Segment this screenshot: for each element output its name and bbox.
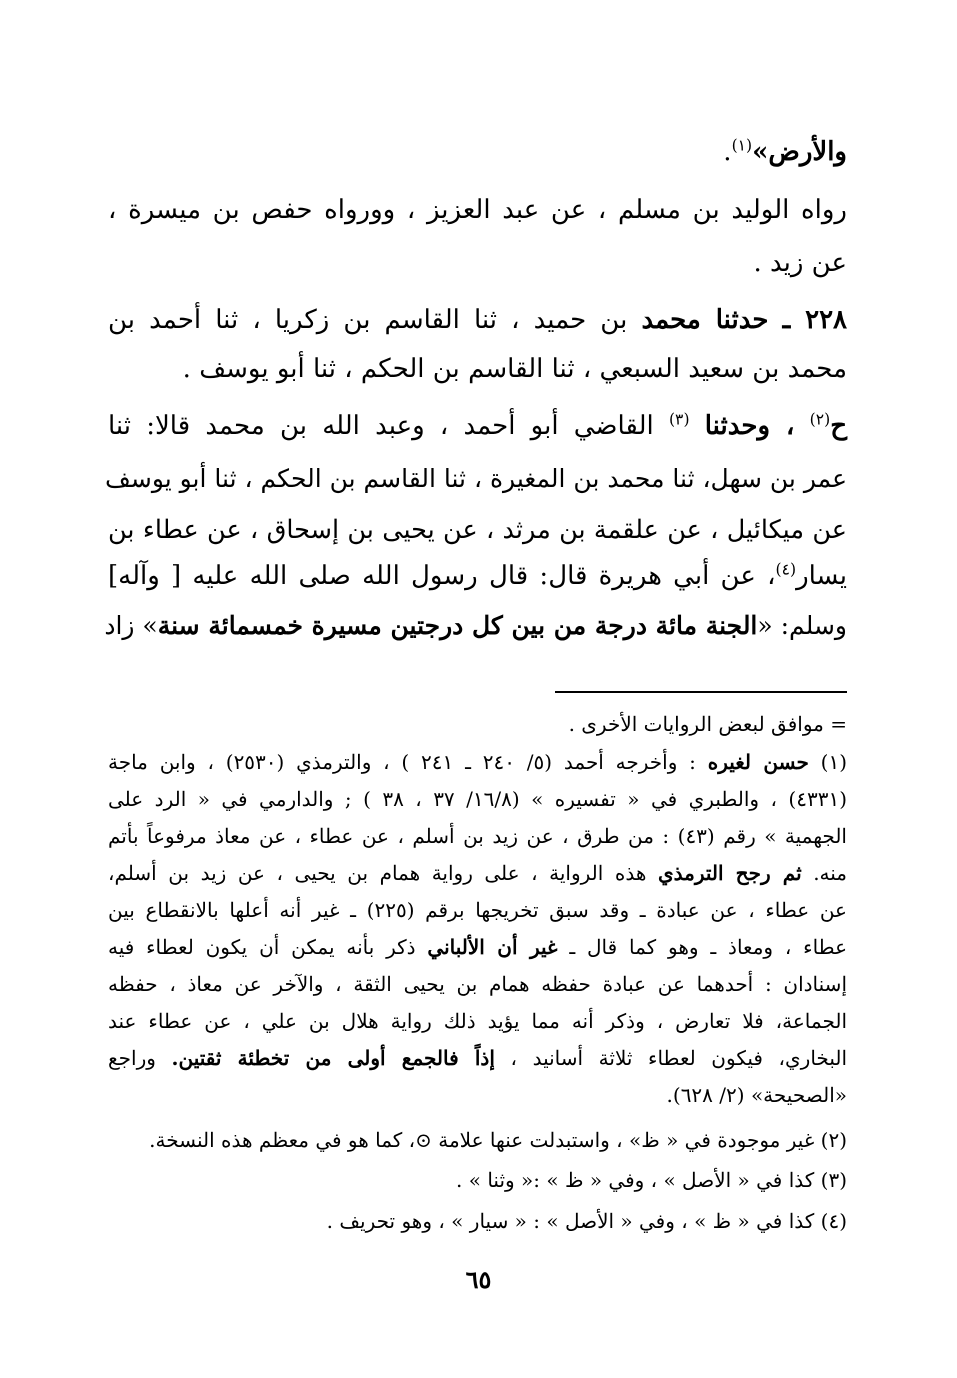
footnote-text: وراجع: [108, 1046, 156, 1070]
footnote-ref-1: (١): [731, 136, 753, 155]
footnote-ref-3: (٣): [668, 410, 690, 429]
grading-bold: حسن لغيره: [707, 750, 809, 774]
hadith-228-line-3: [108, 406, 847, 446]
footnote-text: : وأخرجه أحمد (٥/ ٢٤٠ ـ ٢٤١ ) ، والترمذي (٢٥٣٠) ، وابن ماجة: [108, 750, 696, 774]
hadith-228-line-4: عمر بن سهل، ثنا محمد بن المغيرة ، ثنا القاسم بن الحكم ، ثنا أبو يوسف: [105, 464, 847, 493]
footnote-ref-4: (٤): [775, 560, 797, 579]
footnote-1-line-1: [108, 747, 847, 777]
hadith-228-line-1: [108, 300, 847, 340]
second-chain-bold: ، وحدثنا: [704, 411, 795, 441]
period: .: [723, 137, 732, 167]
hadith-number: ٢٢٨ ـ: [782, 305, 848, 335]
tahwil-mark: ح: [830, 411, 848, 441]
footnote-1-line-7: إسنادان : أحدهما عن عبادة حفظه همام بن يحيى الثقة ، والآخر عن معاذ ، حفظه: [108, 972, 847, 996]
hadith-text: ، عن أبي هريرة قال: قال رسول الله صلى الله عليه [ وآله]: [108, 561, 776, 591]
main-line-1: [723, 132, 847, 172]
footnote-separator: [555, 691, 847, 693]
prophetic-text-bold: الجنة مائة درجة من بين كل درجتين مسيرة خمسمائة سنة: [157, 611, 758, 640]
hadith-228-line-2: محمد بن سعيد السبعي ، ثنا القاسم بن الحكم ، ثنا أبو يوسف .: [182, 354, 847, 384]
hadith-text: » زاد: [104, 611, 158, 640]
footnote-1-line-4: [108, 858, 847, 888]
hadith-228-line-7: [104, 606, 847, 646]
hadith-text: القاضي أبو أحمد ، وعبد الله بن محمد قالا: ثنا: [108, 411, 654, 441]
footnote-text: منه.: [813, 861, 848, 885]
footnote-1-line-2: (٤٣٣١) ، والطبري في « تفسيره » (١٦/٨/ ٣٧ ، ٣٨ ) ; والدارمي في « الرد على: [108, 787, 847, 811]
footnote-3: (٣) كذا في « الأصل » ، وفي « ظ » :« وثنا » .: [456, 1168, 847, 1192]
footnote-text: عطاء ، ومعاذ ـ وهو كما قال ـ: [569, 935, 848, 959]
footnote-1-line-10: «الصحيحة» (٢/ ٦٢٨).: [666, 1083, 847, 1107]
footnote-bold: إذاً فالجمع أولى من تخطئة ثقتين.: [171, 1046, 495, 1070]
hadith-opening-bold: حدثنا محمد: [641, 305, 769, 335]
footnote-continuation: = موافق لبعض الروايات الأخرى .: [568, 712, 847, 736]
footnote-bold: غير أن الألباني: [427, 935, 558, 959]
footnote-1-line-3: الجهمية » رقم (٤٣) : من طرق ، عن زيد بن أسلم ، عن عطاء ، عن معاذ مرفوعاً بأتم: [108, 824, 847, 848]
hadith-228-line-5: عن ميكائيل ، عن علقمة بن مرثد ، عن يحيى بن إسحاق ، عن عطاء بن: [108, 515, 847, 545]
footnote-1-line-9: [108, 1043, 847, 1073]
main-line-2: رواه الوليد بن مسلم ، عن عبد العزيز ، وورواه حفص بن ميسرة ،: [108, 195, 847, 225]
footnote-number: (١): [820, 750, 848, 774]
footnote-text: ذكر بأنه يمكن أن يكون لعطاء فيه: [108, 935, 416, 959]
footnote-text: البخاري، فيكون لعطاء ثلاثة أسانيد ،: [510, 1046, 848, 1070]
quote-end-bold: والأرض»: [752, 137, 847, 167]
page-number: ٦٥: [465, 1265, 492, 1294]
footnote-1-line-6: [108, 932, 847, 962]
main-line-3: عن زيد .: [753, 248, 847, 278]
hadith-text: يسار: [796, 561, 847, 591]
footnote-2: (٢) غير موجودة في « ظ» ، واستبدلت عنها علامة ⊙، كما هو في معظم هذه النسخة.: [149, 1128, 847, 1152]
footnote-1-line-5: عن عطاء ، عن عبادة ـ وقد سبق تخريجها برقم (٢٢٥) ـ غير أنه أعلها بالانقطاع بين: [108, 898, 847, 922]
footnote-ref-2: (٢): [809, 410, 831, 429]
footnote-bold: ثم رجح الترمذي: [657, 861, 802, 885]
hadith-text: بن حميد ، ثنا القاسم بن زكريا ، ثنا أحمد بن: [108, 305, 628, 335]
hadith-228-line-6: [108, 556, 847, 596]
hadith-text: وسلم: «: [757, 611, 847, 640]
footnote-4: (٤) كذا في « ظ » ، وفي « الأصل » : « سيار » ، وهو تحريف .: [326, 1209, 847, 1233]
footnote-text: هذه الرواية ، على رواية همام بن يحيى ، عن زيد بن أسلم،: [108, 861, 647, 885]
footnote-1-line-8: الجماعة، فلا تعارض ، وذكر أنه مما يؤيد ذلك رواية هلال بن علي ، عن عطاء عند: [108, 1009, 847, 1033]
